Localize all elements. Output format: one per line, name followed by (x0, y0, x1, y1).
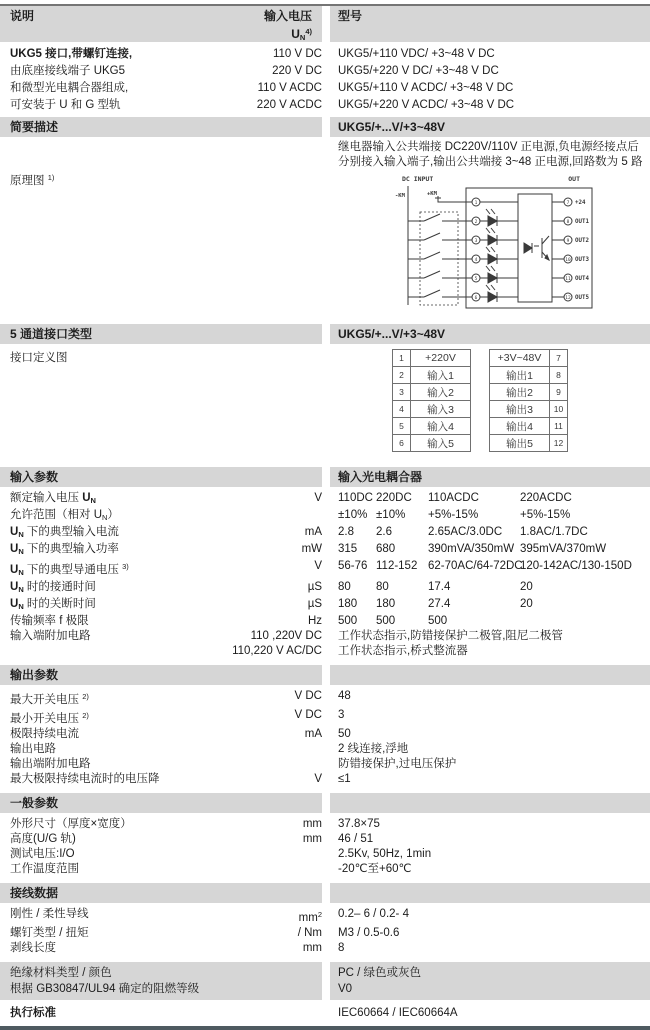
model-desc: 由底座接线端子 UKG5 (10, 65, 126, 77)
param-label: 最大开关电压 $^{2)}$ (10, 692, 89, 706)
svg-text:OUT4: OUT4 (575, 276, 589, 282)
param-value: 27.4 (428, 598, 451, 610)
pin-label: 输出4 (490, 418, 550, 435)
interface-definition (0, 349, 650, 453)
param-row (0, 907, 650, 926)
param-value: 2 线连接,浮地 (338, 743, 409, 755)
param-values (322, 559, 650, 580)
param-value: 80 (376, 581, 389, 593)
param-value: 37.8×75 (338, 818, 380, 830)
model-row (0, 46, 650, 63)
param-label: 额定输入电压 $U_N$ (10, 492, 96, 505)
pin-number: 4 (393, 401, 411, 418)
param-value: 110ACDC (428, 492, 479, 504)
param-unit: mW (301, 543, 322, 555)
input-params-heading-right: 输入光电耦合器 (330, 467, 650, 487)
general-params-table (0, 817, 650, 877)
model-code: UKG5/+220 V ACDC/ +3~48 V DC (338, 99, 515, 111)
model-desc: 可安装于 U 和 G 型轨 (10, 99, 121, 111)
insulation-row (0, 981, 650, 1000)
param-value: 2.6 (376, 526, 392, 538)
circuit-schematic-drawing (394, 172, 600, 318)
param-label: 极限持续电流 (10, 728, 79, 740)
interface-table-left (392, 349, 471, 452)
schematic-section (0, 172, 650, 318)
input-param-row (0, 508, 650, 525)
pin-number: 1 (393, 350, 411, 367)
input-param-row (0, 525, 650, 542)
param-label: $U_N$ 时的接通时间 (10, 581, 96, 594)
brief-line2: 分别接入输入端子,输出公共端接 3~48 正电源,回路数为 5 路 (338, 156, 643, 168)
model-row (0, 63, 650, 80)
general-params-heading: 一般参数 (0, 793, 322, 813)
pin-label: 输入3 (411, 401, 471, 418)
pin-label: +220V (411, 350, 471, 367)
wiring-data-band (0, 883, 650, 903)
brief-model-title: UKG5/+...V/+3~48V (330, 117, 650, 137)
model-row (0, 97, 650, 114)
svg-text:OUT3: OUT3 (575, 257, 589, 263)
input-param-row (0, 629, 650, 644)
standard-row (0, 1006, 650, 1021)
col-desc-label: 说明 (10, 9, 35, 23)
param-value: 220DC (376, 492, 412, 504)
param-unit: V (314, 560, 322, 572)
param-value: 3 (338, 709, 345, 721)
param-value: 500 (376, 615, 396, 627)
input-param-row (0, 559, 650, 580)
param-value: +5%-15% (428, 509, 479, 521)
model-row (0, 80, 650, 97)
param-unit: mm (302, 833, 322, 845)
param-value: ±10% (338, 509, 368, 521)
param-unit (200, 742, 322, 757)
input-params-heading: 输入参数 (0, 467, 322, 487)
schematic-dc-input-label: DC INPUT (402, 175, 434, 183)
model-desc: UKG5 接口,带螺钉连接, (10, 48, 133, 60)
interface-row-left (393, 350, 471, 367)
standard-label: 执行标准 (10, 1007, 56, 1019)
param-unit: V DC (294, 709, 322, 721)
model-voltage: 110 V ACDC (257, 82, 322, 94)
interface-row-right (490, 435, 568, 452)
input-params-table (0, 491, 650, 659)
param-value: 110DC (338, 492, 373, 504)
param-unit (200, 847, 322, 862)
param-values (322, 491, 650, 508)
param-values (322, 525, 650, 542)
col-model-label: 型号 (330, 6, 650, 42)
model-voltage: 220 V DC (272, 65, 322, 77)
standard-value: IEC60664 / IEC60664A (338, 1007, 458, 1019)
param-value: 防错接保护,过电压保护 (338, 758, 457, 770)
param-unit: mA (304, 728, 322, 740)
param-value: 50 (338, 728, 351, 740)
schematic-plus-label: +KM (427, 191, 437, 197)
param-value: 395mVA/370mW (520, 543, 607, 555)
interface-row-right (490, 418, 568, 435)
param-label: 螺钉类型 / 扭矩 (10, 927, 89, 939)
param-unit (200, 508, 322, 525)
pin-number: 11 (550, 418, 568, 435)
param-row (0, 689, 650, 708)
param-unit: $mm^2$ (298, 910, 322, 924)
param-values (322, 542, 650, 559)
param-label: 工作温度范围 (10, 863, 79, 875)
interface-row-left (393, 418, 471, 435)
pin-number: 5 (393, 418, 411, 435)
pin-number: 12 (550, 435, 568, 452)
param-unit: µS (307, 581, 322, 593)
param-unit (200, 862, 322, 877)
interface-model-title: UKG5/+...V/+3~48V (330, 324, 650, 344)
param-values: 工作状态指示,桥式整流器 (338, 645, 468, 657)
param-values (322, 597, 650, 614)
interface-row-left (393, 367, 471, 384)
param-value: 220ACDC (520, 492, 572, 504)
param-label: 测试电压:I/O (10, 848, 75, 860)
param-label: $U_N$ 下的典型输入功率 (10, 543, 119, 556)
param-value: 80 (338, 581, 351, 593)
svg-text:3: 3 (474, 239, 478, 244)
model-desc: 和微型光电耦合器组成, (10, 82, 129, 94)
param-unit: mA (304, 526, 322, 538)
param-row (0, 926, 650, 941)
param-value: 20 (520, 598, 533, 610)
pin-label: +3V~48V (490, 350, 550, 367)
schematic-diagram (330, 172, 650, 318)
input-param-row (0, 542, 650, 559)
param-value: 56-76 (338, 560, 368, 572)
insulation-value: PC / 绿色或灰色 (330, 962, 650, 981)
param-label: 最大极限持续电流时的电压降 (10, 773, 160, 785)
param-value: 2.5Kv, 50Hz, 1min (338, 848, 432, 860)
interface-row-right (490, 367, 568, 384)
param-label: $U_N$ 下的典型输入电流 (10, 526, 119, 539)
svg-text:1: 1 (474, 201, 478, 206)
param-row (0, 832, 650, 847)
param-value: 680 (376, 543, 396, 555)
bottom-rule (0, 1026, 650, 1030)
svg-text:12: 12 (565, 296, 571, 301)
input-param-row (0, 614, 650, 629)
param-label: 输出端附加电路 (10, 758, 91, 770)
output-labels (575, 200, 589, 301)
schematic-minus-label: -KM (395, 193, 405, 199)
input-param-row (0, 597, 650, 614)
param-values (322, 614, 650, 629)
param-unit: mm (302, 942, 322, 954)
svg-text:+24: +24 (575, 200, 586, 206)
insulation-label: 根据 GB30847/UL94 确定的阻燃等级 (0, 981, 322, 1000)
param-value: 500 (338, 615, 358, 627)
param-label: 传输频率 f 极限 (10, 615, 89, 627)
param-value: 180 (338, 598, 358, 610)
param-label: 允许范围（相对 $U_N$） (10, 509, 119, 522)
param-value: 390mVA/350mW (428, 543, 515, 555)
param-label: $U_N$ 时的关断时间 (10, 598, 96, 611)
pin-label: 输出2 (490, 384, 550, 401)
pin-number: 7 (550, 350, 568, 367)
pin-number: 9 (550, 384, 568, 401)
brief-band (0, 117, 650, 137)
param-unit: V (314, 773, 322, 785)
param-unit: / Nm (297, 927, 322, 939)
param-unit: V (314, 492, 322, 504)
svg-text:4: 4 (474, 258, 478, 263)
brief-heading: 简要描述 (0, 117, 322, 137)
pin-label: 输入5 (411, 435, 471, 452)
pin-number: 8 (550, 367, 568, 384)
interface-row-left (393, 401, 471, 418)
interface-row-left (393, 435, 471, 452)
svg-text:OUT5: OUT5 (575, 295, 589, 301)
pin-label: 输出1 (490, 367, 550, 384)
param-values (322, 508, 650, 525)
input-param-row (0, 580, 650, 597)
pin-label: 输入4 (411, 418, 471, 435)
input-params-band (0, 467, 650, 487)
model-table (0, 46, 650, 114)
model-voltage: 110 V DC (272, 48, 322, 60)
param-unit: V DC (294, 690, 322, 702)
param-value: 1.8AC/1.7DC (520, 526, 588, 538)
param-row (0, 772, 650, 787)
param-label: 剥线长度 (10, 942, 56, 954)
insulation-block (0, 962, 650, 1000)
param-value: ±10% (376, 509, 406, 521)
svg-text:OUT1: OUT1 (575, 219, 589, 225)
interface-row-left (393, 384, 471, 401)
param-unit: µS (307, 598, 322, 610)
output-params-band (0, 665, 650, 685)
svg-text:5: 5 (474, 277, 478, 282)
param-label: 高度(U/G 轨) (10, 833, 76, 845)
param-value: -20℃至+60℃ (338, 863, 412, 875)
pin-number: 6 (393, 435, 411, 452)
model-code: UKG5/+110 VDC/ +3~48 V DC (338, 48, 495, 60)
model-voltage: 220 V ACDC (256, 99, 322, 111)
param-value: 2.8 (338, 526, 354, 538)
input-param-row (0, 491, 650, 508)
svg-text:2: 2 (474, 220, 478, 225)
svg-text:9: 9 (566, 239, 570, 244)
param-label (0, 644, 200, 659)
brief-description (0, 140, 650, 170)
svg-text:8: 8 (566, 220, 570, 225)
param-value: 20 (520, 581, 533, 593)
pin-label: 输入1 (411, 367, 471, 384)
param-row (0, 847, 650, 862)
param-value: 0.2– 6 / 0.2- 4 (338, 908, 409, 920)
param-values (322, 580, 650, 597)
header-left-cell (0, 6, 322, 42)
header-band (0, 6, 650, 42)
svg-text:11: 11 (565, 277, 571, 282)
pin-label: 输出5 (490, 435, 550, 452)
svg-text:OUT2: OUT2 (575, 238, 589, 244)
interface-table-right (489, 349, 568, 452)
param-label: 最小开关电压 $^{2)}$ (10, 711, 89, 725)
param-label: $U_N$ 下的典型导通电压 $^{3)}$ (10, 562, 129, 577)
interface-band (0, 324, 650, 344)
interface-row-right (490, 384, 568, 401)
brief-line1: 继电器输入公共端接 DC220V/110V 正电源,负电源经接点后 (338, 141, 639, 153)
pin-label: 输出3 (490, 401, 550, 418)
param-value: 17.4 (428, 581, 451, 593)
insulation-label: 绝缘材料类型 / 颜色 (0, 962, 322, 981)
interface-heading: 5 通道接口类型 (0, 324, 322, 344)
general-params-band (0, 793, 650, 813)
param-value: 8 (338, 942, 345, 954)
param-label: 输出电路 (10, 743, 56, 755)
param-value: 112-152 (376, 560, 418, 572)
output-params-heading: 输出参数 (0, 665, 322, 685)
interface-row-right (490, 401, 568, 418)
param-unit: 110,220 V AC/DC (232, 645, 322, 657)
pin-number: 2 (393, 367, 411, 384)
param-row (0, 742, 650, 757)
schematic-label: 原理图 $^{1)}$ (10, 173, 55, 187)
param-unit: mm (302, 818, 322, 830)
output-params-table (0, 689, 650, 787)
interface-caption: 接口定义图 (10, 352, 68, 364)
svg-text:10: 10 (565, 258, 571, 263)
insulation-row (0, 962, 650, 981)
param-value: +5%-15% (520, 509, 571, 521)
pin-number: 10 (550, 401, 568, 418)
param-value: ≤1 (338, 773, 351, 785)
svg-text:7: 7 (566, 201, 570, 206)
param-row (0, 862, 650, 877)
param-values: 工作状态指示,防错接保护二极管,阻尼二极管 (338, 630, 563, 642)
param-value: 46 / 51 (338, 833, 374, 845)
param-value: 2.65AC/3.0DC (428, 526, 503, 538)
param-unit: 110 ,220V DC (250, 630, 322, 642)
insulation-value: V0 (330, 981, 650, 1000)
param-row (0, 757, 650, 772)
param-row (0, 941, 650, 956)
param-value: 180 (376, 598, 396, 610)
param-row (0, 817, 650, 832)
pin-number: 3 (393, 384, 411, 401)
interface-row-right (490, 350, 568, 367)
param-row (0, 708, 650, 727)
param-value: 315 (338, 543, 358, 555)
param-value: 48 (338, 690, 351, 702)
input-param-row (0, 644, 650, 659)
col-voltage-label: 输入电压 $U_N^{4)}$ (263, 9, 312, 42)
schematic-out-label: OUT (568, 175, 580, 183)
param-row (0, 727, 650, 742)
param-value: 500 (428, 615, 448, 627)
param-unit: Hz (307, 615, 322, 627)
wiring-data-table (0, 907, 650, 956)
param-value: 62-70AC/64-72DC (428, 560, 523, 572)
model-code: UKG5/+110 V ACDC/ +3~48 V DC (338, 82, 514, 94)
param-label: 外形尺寸（厚度×宽度） (10, 818, 132, 830)
wiring-data-heading: 接线数据 (0, 883, 322, 903)
svg-text:6: 6 (474, 296, 478, 301)
param-unit (200, 757, 322, 772)
param-value: 120-142AC/130-150D (520, 560, 632, 572)
param-label: 输入端附加电路 (10, 630, 91, 642)
param-label: 刚性 / 柔性导线 (10, 908, 89, 920)
param-value: M3 / 0.5-0.6 (338, 927, 400, 939)
model-code: UKG5/+220 V DC/ +3~48 V DC (338, 65, 499, 77)
pin-label: 输入2 (411, 384, 471, 401)
